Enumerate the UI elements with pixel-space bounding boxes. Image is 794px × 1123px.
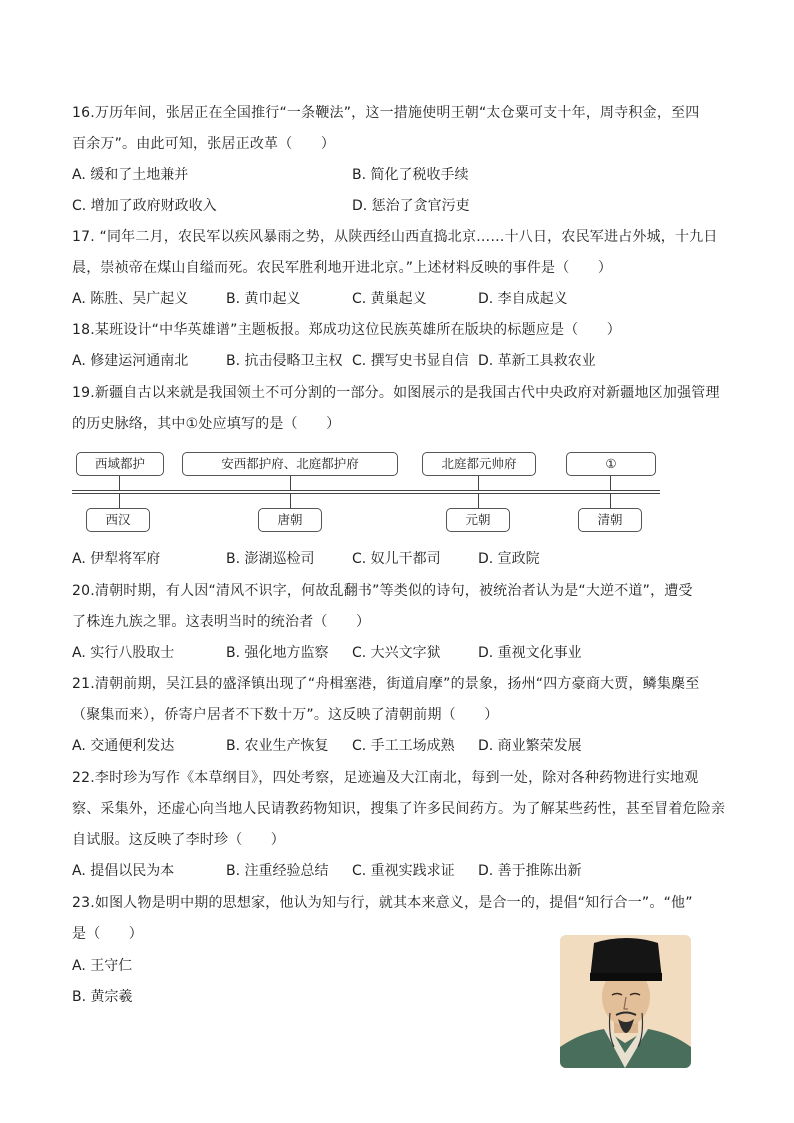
q16-option-a: A. 缓和了土地兼并 bbox=[72, 167, 189, 183]
q22-option-a: A. 提倡以民为本 bbox=[72, 863, 175, 879]
q21-line-2: （聚集而来），侨寄户居者不下数十万”。这反映了清朝前期（ ） bbox=[72, 707, 499, 723]
q19-option-b: B. 澎湖巡检司 bbox=[226, 551, 315, 567]
portrait-drawing bbox=[560, 935, 691, 1068]
timeline-stem bbox=[610, 476, 611, 490]
q18-option-d: D. 革新工具救农业 bbox=[478, 353, 596, 369]
q20-line-1: 20.清朝时期，有人因“清风不识字，何故乱翻书”等类似的诗句，被统治者认为是“大逆不道”，遭受 bbox=[72, 583, 693, 599]
q23-line-2: 是（ ） bbox=[72, 926, 143, 942]
q21-option-c: C. 手工工场成熟 bbox=[352, 738, 455, 754]
q22-line-3: 自试服。这反映了李时珍（ ） bbox=[72, 832, 285, 848]
timeline-stem bbox=[290, 476, 291, 490]
timeline-top-box-3: 北庭都元帅府 bbox=[422, 452, 536, 476]
q20-option-a: A. 实行八股取士 bbox=[72, 645, 175, 661]
q22-option-b: B. 注重经验总结 bbox=[226, 863, 329, 879]
timeline-top-box-1: 西域都护 bbox=[76, 452, 164, 476]
q17-option-d: D. 李自成起义 bbox=[478, 291, 568, 307]
timeline-stem bbox=[478, 494, 479, 508]
q18-line-1: 18.某班设计“中华英雄谱”主题板报。郑成功这位民族英雄所在版块的标题应是（ ） bbox=[72, 322, 621, 338]
q22-line-2: 察、采集外，还虚心向当地人民请教药物知识，搜集了许多民间药方。为了解某些药性，甚至冒着危险亲 bbox=[72, 801, 726, 817]
timeline-diagram bbox=[72, 446, 662, 538]
q17-option-a: A. 陈胜、吴广起义 bbox=[72, 291, 189, 307]
q19-option-c: C. 奴儿干都司 bbox=[352, 551, 441, 567]
timeline-stem bbox=[478, 476, 479, 490]
q20-line-2: 了株连九族之罪。这表明当时的统治者（ ） bbox=[72, 614, 371, 630]
q16-option-d: D. 惩治了贪官污吏 bbox=[352, 198, 470, 214]
timeline-bottom-box-2: 唐朝 bbox=[258, 508, 322, 532]
q16-option-b: B. 简化了税收手续 bbox=[352, 167, 469, 183]
q22-line-1: 22.李时珍为写作《本草纲目》，四处考察，足迹遍及大江南北，每到一处，除对各种药物进行实地观 bbox=[72, 770, 699, 786]
q20-option-c: C. 大兴文字狱 bbox=[352, 645, 441, 661]
timeline-stem bbox=[119, 494, 120, 508]
q16-line-1: 16.万历年间，张居正在全国推行“一条鞭法”，这一措施使明王朝“太仓粟可支十年，周寺积金，至四 bbox=[72, 105, 700, 121]
q16-line-2: 百余万”。由此可知，张居正改革（ ） bbox=[72, 136, 336, 152]
q20-option-b: B. 强化地方监察 bbox=[226, 645, 329, 661]
q18-option-b: B. 抗击侵略卫主权 bbox=[226, 353, 343, 369]
timeline-stem bbox=[290, 494, 291, 508]
q19-option-d: D. 宣政院 bbox=[478, 551, 540, 567]
timeline-top-box-2: 安西都护府、北庭都护府 bbox=[182, 452, 398, 476]
timeline-stem bbox=[119, 476, 120, 490]
timeline-top-box-4: ① bbox=[566, 452, 656, 476]
timeline-bottom-box-3: 元朝 bbox=[446, 508, 510, 532]
q21-line-1: 21.清朝前期，吴江县的盛泽镇出现了“舟楫塞港，街道肩摩”的景象，扬州“四方豪商大贾，鳞集麇至 bbox=[72, 676, 700, 692]
scholar-portrait-image bbox=[560, 935, 691, 1068]
timeline-axis bbox=[72, 490, 660, 494]
q21-option-b: B. 农业生产恢复 bbox=[226, 738, 329, 754]
q19-option-a: A. 伊犁将军府 bbox=[72, 551, 161, 567]
q17-line-2: 晨，崇祯帝在煤山自缢而死。农民军胜利地开进北京。”上述材料反映的事件是（ ） bbox=[72, 260, 613, 276]
q21-option-d: D. 商业繁荣发展 bbox=[478, 738, 582, 754]
q23-option-a: A. 王守仁 bbox=[72, 958, 133, 974]
q22-option-d: D. 善于推陈出新 bbox=[478, 863, 582, 879]
timeline-stem bbox=[610, 494, 611, 508]
q20-option-d: D. 重视文化事业 bbox=[478, 645, 582, 661]
q17-option-c: C. 黄巢起义 bbox=[352, 291, 427, 307]
q23-option-b: B. 黄宗羲 bbox=[72, 989, 133, 1005]
q21-option-a: A. 交通便利发达 bbox=[72, 738, 175, 754]
timeline-bottom-box-4: 清朝 bbox=[578, 508, 642, 532]
q17-line-1: 17. “同年二月，农民军以疾风暴雨之势，从陕西经山西直捣北京……十八日，农民军进占外城，十九日 bbox=[72, 229, 718, 245]
q23-line-1: 23.如图人物是明中期的思想家，他认为知与行，就其本来意义，是合一的，提倡“知行合一”。“他” bbox=[72, 895, 693, 911]
q19-line-2: 的历史脉络，其中①处应填写的是（ ） bbox=[72, 416, 341, 432]
q19-line-1: 19.新疆自古以来就是我国领土不可分割的一部分。如图展示的是我国古代中央政府对新疆地区加强管理 bbox=[72, 385, 720, 401]
q18-option-c: C. 撰写史书显自信 bbox=[352, 353, 469, 369]
q17-option-b: B. 黄巾起义 bbox=[226, 291, 301, 307]
q16-option-c: C. 增加了政府财政收入 bbox=[72, 198, 217, 214]
q22-option-c: C. 重视实践求证 bbox=[352, 863, 455, 879]
timeline-bottom-box-1: 西汉 bbox=[86, 508, 150, 532]
q18-option-a: A. 修建运河通南北 bbox=[72, 353, 189, 369]
